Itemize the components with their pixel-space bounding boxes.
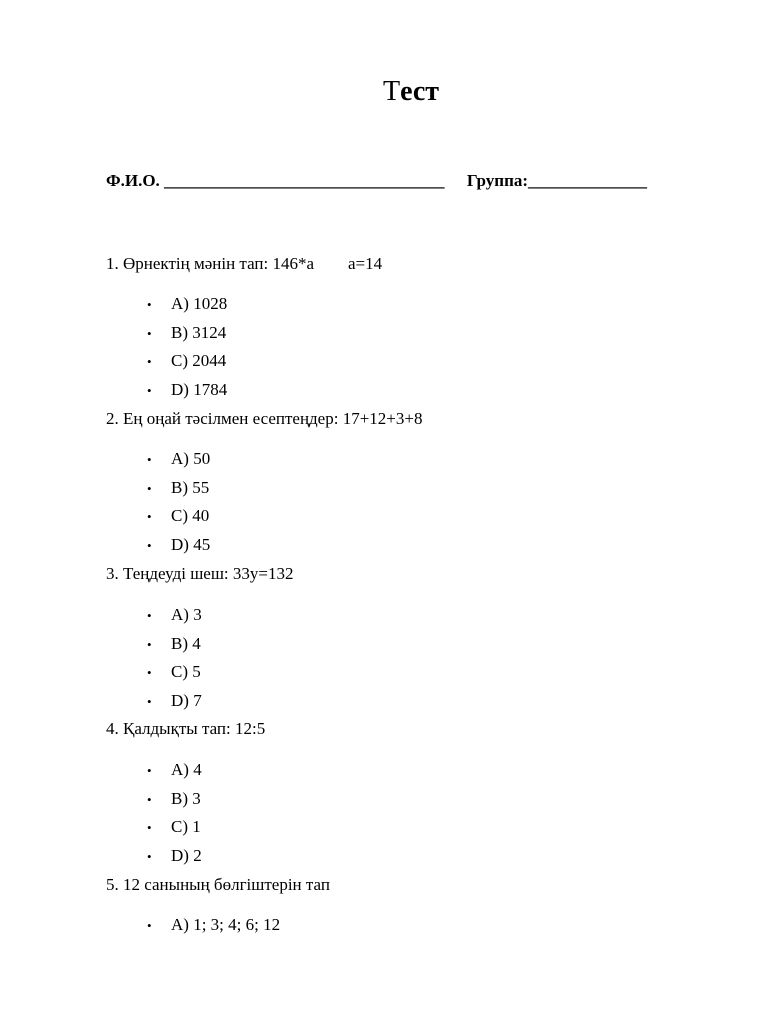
- option-item: [140, 603, 202, 632]
- option-item: [140, 504, 210, 533]
- bullet-icon: •: [147, 918, 152, 933]
- option-label: A) 1; 3; 4; 6; 12: [171, 915, 281, 934]
- option-item: [140, 321, 227, 350]
- fio-field: Ф.И.О. _________________________________: [106, 171, 445, 190]
- option-label: B) 3: [171, 788, 201, 808]
- question-4-options: [140, 758, 202, 872]
- bullet-icon: •: [147, 354, 152, 370]
- option-label: C) 40: [171, 506, 210, 526]
- question-5: 5. 12 санының бөлгіштерін тап: [106, 875, 330, 894]
- option-label: B) 4: [171, 633, 201, 653]
- bullet-icon: •: [147, 608, 152, 623]
- option-item: [140, 844, 202, 873]
- option-item: [140, 378, 227, 407]
- option-item: [140, 533, 210, 562]
- option-item: [140, 815, 202, 844]
- bullet-icon: •: [147, 820, 152, 836]
- bullet-icon: •: [147, 480, 152, 496]
- bullet-icon: •: [147, 297, 152, 312]
- question-3-options: [140, 603, 202, 717]
- option-item: [140, 349, 227, 378]
- option-item: [140, 632, 202, 661]
- bullet-icon: •: [147, 763, 152, 778]
- option-label: A) 50: [171, 449, 211, 468]
- option-item: [140, 660, 202, 689]
- option-label: D) 2: [171, 845, 202, 865]
- option-label: A) 1028: [171, 294, 228, 313]
- title-first-letter: Т: [382, 76, 401, 107]
- title-rest: ест: [400, 76, 440, 107]
- option-label: C) 2044: [171, 351, 227, 371]
- question-5-options: [140, 913, 280, 942]
- option-label: D) 45: [171, 534, 211, 554]
- question-2: 2. Ең оңай тәсілмен есептеңдер: 17+12+3+8: [106, 409, 423, 428]
- bullet-icon: •: [147, 452, 152, 467]
- student-info-line: [106, 169, 706, 193]
- option-label: A) 4: [171, 760, 202, 779]
- group-field: Группа:______________: [466, 171, 648, 190]
- bullet-icon: •: [147, 537, 152, 553]
- option-label: C) 5: [171, 662, 201, 682]
- question-4: 4. Қалдықты тап: 12:5: [106, 719, 266, 738]
- option-item: [140, 476, 210, 505]
- question-3: 3. Теңдеуді шеш: 33у=132: [106, 564, 294, 583]
- bullet-icon: •: [147, 382, 152, 398]
- bullet-icon: •: [147, 693, 152, 709]
- option-label: D) 1784: [171, 379, 228, 399]
- option-item: [140, 758, 202, 787]
- option-item: [140, 787, 202, 816]
- option-label: A) 3: [171, 605, 202, 624]
- bullet-icon: •: [147, 325, 152, 341]
- option-label: B) 3124: [171, 322, 227, 342]
- option-item: [140, 292, 227, 321]
- option-item: [140, 447, 210, 476]
- option-label: D) 7: [171, 690, 202, 710]
- document-title: [0, 72, 768, 112]
- bullet-icon: •: [147, 665, 152, 681]
- option-item: [140, 913, 280, 942]
- option-label: B) 55: [171, 477, 210, 497]
- bullet-icon: •: [147, 848, 152, 864]
- bullet-icon: •: [147, 636, 152, 652]
- question-2-options: [140, 447, 210, 561]
- bullet-icon: •: [147, 791, 152, 807]
- option-label: C) 1: [171, 817, 201, 837]
- bullet-icon: •: [147, 509, 152, 525]
- question-1: 1. Өрнектің мәнін тап: 146*а а=14: [106, 254, 383, 273]
- question-1-options: [140, 292, 227, 406]
- option-item: [140, 689, 202, 718]
